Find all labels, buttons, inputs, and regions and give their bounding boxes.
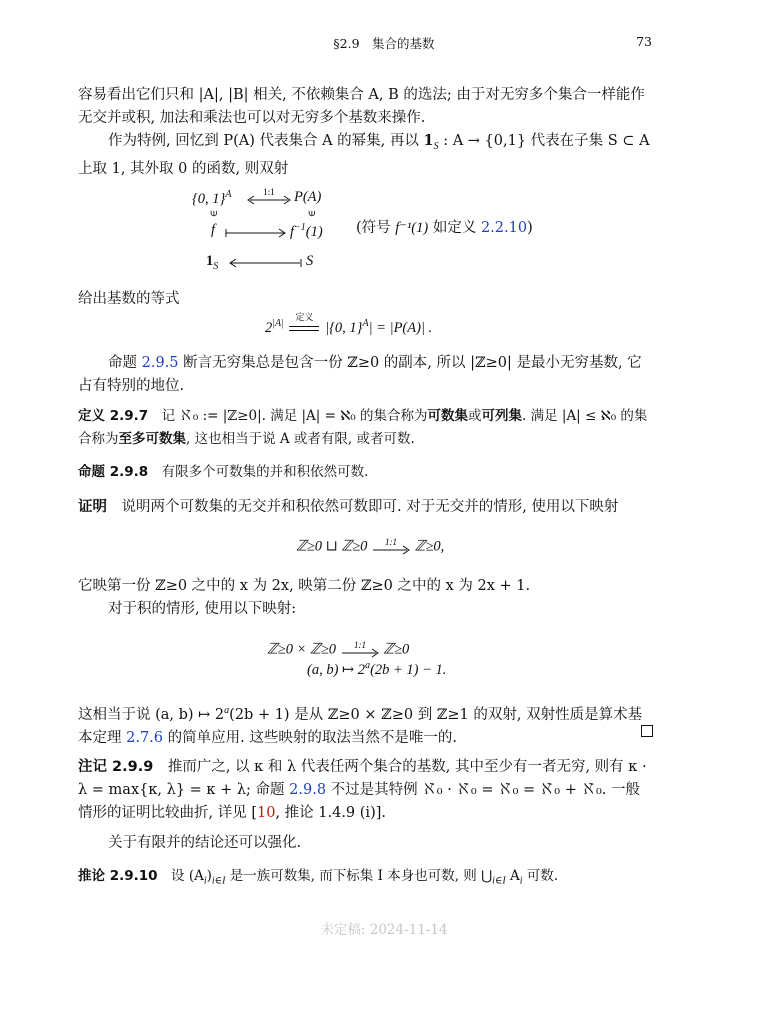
diagram-bottom-left: $1_S$ xyxy=(206,253,219,272)
corollary-2-9-10: 推论 2.9.10 设 $(A_i)_{i\in I}$ 是一族可数集, 而下标集 I 本身也可数, 则 $⋃_{i\in I}$ $A_i$ 可数. xyxy=(78,868,559,887)
remark-label: 注记 2.9.9 xyxy=(78,759,154,775)
defined-equals-sign: 定义 xyxy=(287,322,321,336)
diagram-mid-right: $f^{-1}(1)$ xyxy=(290,222,323,240)
paragraph-5: 它映第一份 ℤ≥0 之中的 x 为 2x, 映第二份 ℤ≥0 之中的 x 为 2x + 1. xyxy=(78,578,531,594)
proof-label: 证明 xyxy=(78,499,107,515)
definition-2-9-7: 定义 2.9.7 记 ℵ₀ := |ℤ≥0|. 满足 |A| = ℵ₀ 的集合称为可数集或可列集. 满足 |A| ≤ ℵ₀ 的集合称为至多可数集, 这也相当于说 A 或者有限, 或者可数. xyxy=(78,408,648,447)
diagram-bottom-right: S xyxy=(306,253,314,269)
remark-2-9-9: 注记 2.9.9 推而广之, 以 κ 和 λ 代表任两个集合的基数, 其中至少有一者无穷, 则有 κ · λ = max{κ, λ} = κ + λ; 命题 2.9.8 不过是其特例 ℵ₀ · ℵ₀ = ℵ₀ = ℵ₀ + ℵ₀. 一般情形的证明比较曲折, 详见 [10, 推论 1.4.9 (i)]. xyxy=(78,759,647,821)
paragraph-4: 命题 2.9.5 断言无穷集总是包含一份 ℤ≥0 的副本, 所以 |ℤ≥0| 是最小无穷基数, 它占有特别的地位. xyxy=(78,355,642,394)
disjoint-union-map: ℤ≥0 ⊔ ℤ≥0 1:1 ℤ≥0, xyxy=(296,537,444,557)
proposition-label: 命题 2.9.8 xyxy=(78,464,149,480)
prop-2-9-5-link[interactable]: 2.9.5 xyxy=(141,355,179,371)
citation-link[interactable]: 10 xyxy=(256,805,276,821)
indicator-symbol: 𝟏 xyxy=(423,133,434,149)
diagram-note: (符号 f⁻¹(1) 如定义 2.2.10) xyxy=(356,220,533,236)
draft-footer: 未定稿: 2024-11-14 xyxy=(320,922,448,938)
product-map-line-1: ℤ≥0 × ℤ≥0 1:1 ℤ≥0 xyxy=(267,640,409,660)
diagram-mid-left: f xyxy=(211,222,216,238)
theorem-2-7-6-link[interactable]: 2.7.6 xyxy=(126,729,164,746)
definition-label: 定义 2.9.7 xyxy=(78,408,149,424)
diagram-top-arrow-label: 1:1 xyxy=(263,187,275,197)
paragraph-2-text-b: : A → {0,1} 代表在子集 S ⊂ A 上取 1, 其外取 0 的函数, 则双射 xyxy=(78,133,650,177)
svg-text:1:1: 1:1 xyxy=(385,537,398,547)
diagram-bottom-arrow xyxy=(228,256,304,270)
diagram-mid-arrow xyxy=(224,226,288,240)
disjoint-union-arrow xyxy=(371,537,411,557)
svg-text:1:1: 1:1 xyxy=(353,640,366,650)
paragraph-2: 作为特例, 回忆到 P(A) 代表集合 A 的幂集, 再以 $𝟏_S$ : A → {0,1} 代表在子集 S ⊂ A 上取 1, 其外取 0 的函数, 则双射 xyxy=(78,133,650,177)
diagram-top-right: P(A) xyxy=(294,189,322,205)
running-header: §2.9 集合的基数 xyxy=(333,36,435,51)
paragraph-1: 容易看出它们只和 |A|, |B| 相关, 不依赖集合 A, B 的选法; 由于对无穷多个集合一样能作无交并或积, 加法和乘法也可以对无穷多个基数来操作. xyxy=(78,87,645,126)
diagram-top-left: {0, 1}$^A$ xyxy=(192,189,232,207)
paragraph-6: 对于积的情形, 使用以下映射: xyxy=(108,601,297,617)
proposition-2-9-8: 命题 2.9.8 有限多个可数集的并和积依然可数. xyxy=(78,464,369,480)
product-arrow xyxy=(340,640,380,660)
diagram-top-arrow xyxy=(246,186,292,208)
paragraph-8: 关于有限并的结论还可以强化. xyxy=(108,835,302,851)
product-map-line-2: (a, b) ↦ $2^a(2b + 1) - 1$. xyxy=(307,660,447,678)
corollary-label: 推论 2.9.10 xyxy=(78,868,158,884)
element-of-symbol-left: ∈ xyxy=(209,209,221,218)
definition-link[interactable]: 2.2.10 xyxy=(480,220,528,236)
element-of-symbol-right: ∈ xyxy=(307,209,319,218)
prop-2-9-8-link[interactable]: 2.9.8 xyxy=(289,782,327,798)
paragraph-3: 给出基数的等式 xyxy=(78,291,180,307)
qed-symbol xyxy=(641,725,653,737)
page-number: 73 xyxy=(636,34,652,49)
paragraph-2-text-a: 作为特例, 回忆到 P(A) 代表集合 A 的幂集, 再以 xyxy=(108,133,424,149)
paragraph-7: 这相当于说 (a, b) ↦ $2^a(2b + 1)$ 是从 ℤ≥0 × ℤ≥0 到 ℤ≥1 的双射, 双射性质是算术基本定理 2.7.6 的简单应用. 这些映射的取法当然不是唯一的. xyxy=(78,705,643,746)
cardinality-equation: $2^{|A|}$ 定义 |{0, 1}$^A$| = |P(A)| . xyxy=(265,311,433,336)
proof-intro: 证明 说明两个可数集的无交并和积依然可数即可. 对于无交并的情形, 使用以下映射 xyxy=(78,499,619,515)
